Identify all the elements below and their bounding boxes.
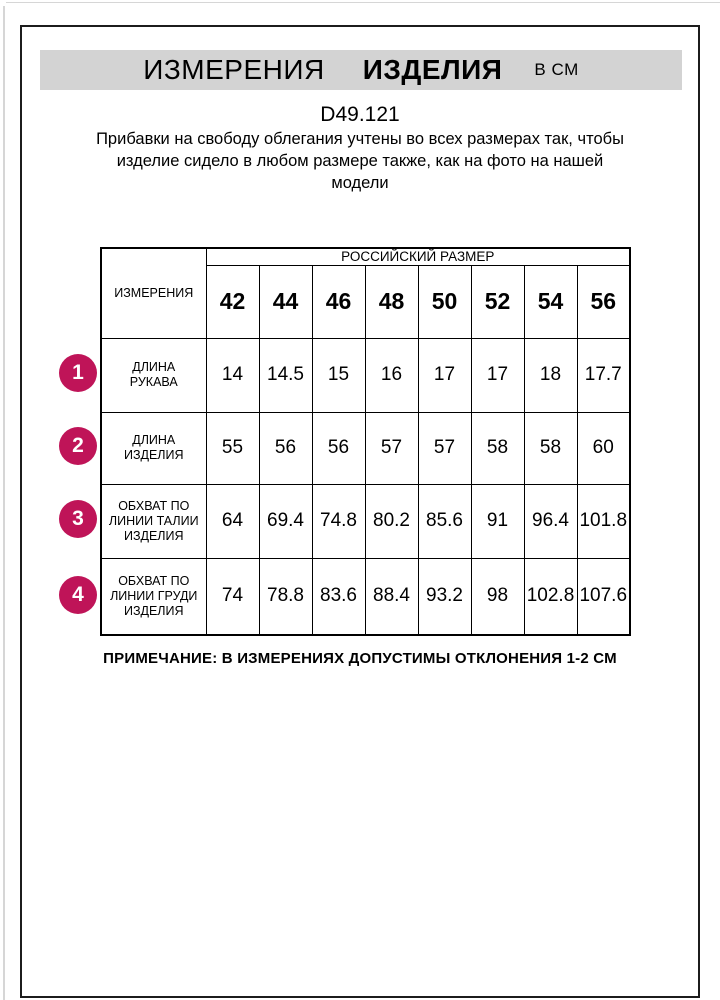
fit-description: Прибавки на свободу облегания учтены во всех размерах так, чтобы изделие сидело в любом размере также, как на фото на нашей модели xyxy=(96,130,624,192)
value-cell: 56 xyxy=(312,412,365,484)
size-header-cell: 48 xyxy=(365,265,418,338)
value-cell: 55 xyxy=(206,412,259,484)
value-cell: 58 xyxy=(524,412,577,484)
row-label: ДЛИНА ИЗДЕЛИЯ xyxy=(101,412,206,484)
value-cell: 80.2 xyxy=(365,484,418,558)
value-cell: 64 xyxy=(206,484,259,558)
value-cell: 96.4 xyxy=(524,484,577,558)
row-number-badge-4: 4 xyxy=(59,576,97,614)
value-cell: 15 xyxy=(312,338,365,412)
table-row-chest-girth xyxy=(101,558,630,635)
size-header-cell: 42 xyxy=(206,265,259,338)
row-label: ОБХВАТ ПО ЛИНИИ ГРУДИ ИЗДЕЛИЯ xyxy=(101,558,206,635)
value-cell: 56 xyxy=(259,412,312,484)
row-number-badge-1: 1 xyxy=(59,354,97,392)
value-cell: 58 xyxy=(471,412,524,484)
tolerance-note: ПРИМЕЧАНИЕ: В ИЗМЕРЕНИЯХ ДОПУСТИМЫ ОТКЛОНЕНИЯ 1-2 СМ xyxy=(103,650,617,667)
table-row-waist-girth xyxy=(101,484,630,558)
value-cell: 74.8 xyxy=(312,484,365,558)
size-header-cell: 46 xyxy=(312,265,365,338)
value-cell: 85.6 xyxy=(418,484,471,558)
value-cell: 83.6 xyxy=(312,558,365,635)
page-title-measurements: ИЗМЕРЕНИЯ xyxy=(143,54,325,85)
size-header-cell: 54 xyxy=(524,265,577,338)
value-cell: 98 xyxy=(471,558,524,635)
value-cell: 102.8 xyxy=(524,558,577,635)
row-label: ДЛИНА РУКАВА xyxy=(101,338,206,412)
value-cell: 16 xyxy=(365,338,418,412)
value-cell: 18 xyxy=(524,338,577,412)
value-cell: 101.8 xyxy=(577,484,630,558)
page-edge-left xyxy=(3,6,5,1000)
value-cell: 88.4 xyxy=(365,558,418,635)
page-edge-top xyxy=(6,2,720,3)
value-cell: 17.7 xyxy=(577,338,630,412)
value-cell: 14 xyxy=(206,338,259,412)
value-cell: 91 xyxy=(471,484,524,558)
value-cell: 93.2 xyxy=(418,558,471,635)
title-bar xyxy=(40,50,682,90)
product-code: D49.121 xyxy=(320,103,400,126)
value-cell: 17 xyxy=(471,338,524,412)
size-header-cell: 50 xyxy=(418,265,471,338)
size-table xyxy=(100,247,631,636)
russian-size-header-cell: РОССИЙСКИЙ РАЗМЕР xyxy=(206,248,630,265)
value-cell: 17 xyxy=(418,338,471,412)
table-header-row-span xyxy=(101,248,630,265)
size-header-cell: 44 xyxy=(259,265,312,338)
size-header-cell: 52 xyxy=(471,265,524,338)
size-header-cell: 56 xyxy=(577,265,630,338)
value-cell: 57 xyxy=(418,412,471,484)
value-cell: 14.5 xyxy=(259,338,312,412)
page-title-product: ИЗДЕЛИЯ xyxy=(362,54,503,85)
row-label: ОБХВАТ ПО ЛИНИИ ТАЛИИ ИЗДЕЛИЯ xyxy=(101,484,206,558)
row-number-badge-3: 3 xyxy=(59,500,97,538)
value-cell: 74 xyxy=(206,558,259,635)
corner-header-cell: ИЗМЕРЕНИЯ xyxy=(101,248,206,338)
row-number-badge-2: 2 xyxy=(59,427,97,465)
value-cell: 69.4 xyxy=(259,484,312,558)
table-row-sleeve-length xyxy=(101,338,630,412)
value-cell: 60 xyxy=(577,412,630,484)
value-cell: 78.8 xyxy=(259,558,312,635)
value-cell: 107.6 xyxy=(577,558,630,635)
table-row-item-length xyxy=(101,412,630,484)
page-title-unit: В СМ xyxy=(534,60,579,79)
value-cell: 57 xyxy=(365,412,418,484)
